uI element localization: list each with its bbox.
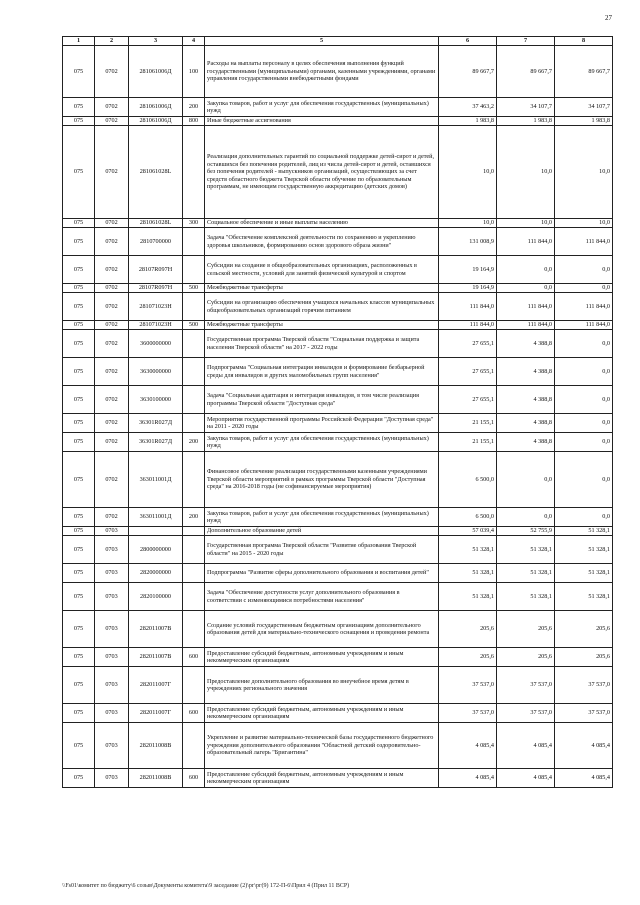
expense-type-cell: 500: [183, 284, 205, 293]
section-code-cell: 0703: [95, 583, 129, 611]
expense-type-cell: [183, 228, 205, 256]
amount-year3-cell: 51 328,1: [555, 536, 613, 564]
description-cell: Межбюджетные трансферты: [205, 284, 439, 293]
admin-code-cell: 075: [63, 321, 95, 330]
admin-code-cell: 075: [63, 564, 95, 583]
amount-year1-cell: 27 655,1: [439, 358, 497, 386]
admin-code-cell: 075: [63, 386, 95, 414]
description-cell: Государственная программа Тверской области "Социальная поддержка и защита населения Тверской области" на 2017 - 2022 годы: [205, 330, 439, 358]
amount-year2-cell: 4 085,4: [497, 723, 555, 769]
table-row: [63, 256, 613, 284]
column-header: 4: [183, 37, 205, 46]
amount-year3-cell: 4 085,4: [555, 723, 613, 769]
target-article-cell: [129, 527, 183, 536]
amount-year1-cell: 51 328,1: [439, 536, 497, 564]
description-cell: Подпрограмма "Социальная интеграция инвалидов и формирование безбарьерной среды для инвалидов и других маломобильных групп населения": [205, 358, 439, 386]
amount-year2-cell: 10,0: [497, 219, 555, 228]
admin-code-cell: 075: [63, 117, 95, 126]
amount-year2-cell: 89 667,7: [497, 46, 555, 98]
section-code-cell: 0702: [95, 452, 129, 508]
amount-year3-cell: 0,0: [555, 452, 613, 508]
table-row: [63, 611, 613, 648]
admin-code-cell: 075: [63, 284, 95, 293]
description-cell: Закупка товаров, работ и услуг для обеспечения государственных (муниципальных) нужд: [205, 433, 439, 452]
section-code-cell: 0702: [95, 219, 129, 228]
expense-type-cell: 600: [183, 704, 205, 723]
section-code-cell: 0702: [95, 293, 129, 321]
table-body: [63, 46, 613, 788]
target-article-cell: 282011007В: [129, 611, 183, 648]
column-header: 6: [439, 37, 497, 46]
expense-type-cell: 600: [183, 769, 205, 788]
table-row: [63, 46, 613, 98]
expense-type-cell: [183, 126, 205, 219]
table-row: [63, 527, 613, 536]
amount-year3-cell: 51 328,1: [555, 583, 613, 611]
table-row: [63, 117, 613, 126]
amount-year2-cell: 4 388,8: [497, 330, 555, 358]
amount-year1-cell: 37 537,0: [439, 667, 497, 704]
amount-year1-cell: 57 039,4: [439, 527, 497, 536]
expense-type-cell: [183, 723, 205, 769]
target-article-cell: 2800000000: [129, 536, 183, 564]
description-cell: Подпрограмма "Развитие сферы дополнительного образования и воспитания детей": [205, 564, 439, 583]
amount-year2-cell: 4 388,8: [497, 386, 555, 414]
table-row: [63, 284, 613, 293]
table-row: [63, 219, 613, 228]
amount-year3-cell: 37 537,0: [555, 667, 613, 704]
amount-year2-cell: 0,0: [497, 284, 555, 293]
description-cell: Задача "Социальная адаптация и интеграция инвалидов, в том числе реализация программы Тверской области "Доступная среда": [205, 386, 439, 414]
amount-year1-cell: 21 155,1: [439, 433, 497, 452]
description-cell: Межбюджетные трансферты: [205, 321, 439, 330]
target-article-cell: 281061006Д: [129, 46, 183, 98]
expense-type-cell: 600: [183, 648, 205, 667]
amount-year1-cell: 19 164,9: [439, 256, 497, 284]
amount-year3-cell: 51 328,1: [555, 564, 613, 583]
description-cell: Государственная программа Тверской области "Развитие образования Тверской области" на 2015 - 2020 годы: [205, 536, 439, 564]
amount-year1-cell: 19 164,9: [439, 284, 497, 293]
amount-year1-cell: 27 655,1: [439, 330, 497, 358]
section-code-cell: 0702: [95, 330, 129, 358]
amount-year1-cell: 37 463,2: [439, 98, 497, 117]
amount-year3-cell: 111 844,0: [555, 321, 613, 330]
expense-type-cell: [183, 452, 205, 508]
table-row: [63, 321, 613, 330]
amount-year3-cell: 0,0: [555, 433, 613, 452]
table-row: [63, 704, 613, 723]
description-cell: Расходы на выплаты персоналу в целях обеспечения выполнения функций государственными (муниципальными) органами, казенными учреждениями, органами управления государственными внебюджетными фондами: [205, 46, 439, 98]
column-header: 1: [63, 37, 95, 46]
admin-code-cell: 075: [63, 330, 95, 358]
amount-year3-cell: 205,6: [555, 611, 613, 648]
expense-type-cell: [183, 256, 205, 284]
table-row: [63, 667, 613, 704]
amount-year3-cell: 111 844,0: [555, 228, 613, 256]
section-code-cell: 0702: [95, 228, 129, 256]
description-cell: Дополнительное образование детей: [205, 527, 439, 536]
target-article-cell: 363011001Д: [129, 452, 183, 508]
amount-year3-cell: 34 107,7: [555, 98, 613, 117]
table-row: [63, 98, 613, 117]
section-code-cell: 0702: [95, 358, 129, 386]
admin-code-cell: 075: [63, 228, 95, 256]
amount-year2-cell: 111 844,0: [497, 321, 555, 330]
admin-code-cell: 075: [63, 704, 95, 723]
admin-code-cell: 075: [63, 219, 95, 228]
amount-year3-cell: 0,0: [555, 358, 613, 386]
amount-year2-cell: 51 328,1: [497, 536, 555, 564]
section-code-cell: 0703: [95, 723, 129, 769]
admin-code-cell: 075: [63, 648, 95, 667]
amount-year2-cell: 10,0: [497, 126, 555, 219]
target-article-cell: 363011001Д: [129, 508, 183, 527]
description-cell: Субсидии на создание в общеобразовательных организациях, расположенных в сельской местности, условий для занятий физической культурой и спортом: [205, 256, 439, 284]
description-cell: Предоставление субсидий бюджетным, автономным учреждениям и иным некоммерческим организациям: [205, 769, 439, 788]
amount-year2-cell: 37 537,0: [497, 667, 555, 704]
section-code-cell: 0702: [95, 508, 129, 527]
target-article-cell: 282011008В: [129, 723, 183, 769]
admin-code-cell: 075: [63, 769, 95, 788]
section-code-cell: 0703: [95, 564, 129, 583]
target-article-cell: 281061006Д: [129, 98, 183, 117]
amount-year2-cell: 4 388,8: [497, 414, 555, 433]
target-article-cell: 2810700000: [129, 228, 183, 256]
amount-year1-cell: 4 085,4: [439, 769, 497, 788]
table-row: [63, 723, 613, 769]
admin-code-cell: 075: [63, 358, 95, 386]
target-article-cell: 281071023H: [129, 321, 183, 330]
section-code-cell: 0702: [95, 256, 129, 284]
amount-year2-cell: 37 537,0: [497, 704, 555, 723]
page-number: 27: [605, 14, 612, 22]
amount-year1-cell: 89 667,7: [439, 46, 497, 98]
amount-year1-cell: 27 655,1: [439, 386, 497, 414]
amount-year3-cell: 205,6: [555, 648, 613, 667]
amount-year3-cell: 89 667,7: [555, 46, 613, 98]
section-code-cell: 0702: [95, 98, 129, 117]
header-row: [63, 37, 613, 46]
section-code-cell: 0702: [95, 321, 129, 330]
section-code-cell: 0702: [95, 117, 129, 126]
table-row: [63, 536, 613, 564]
table-row: [63, 228, 613, 256]
amount-year2-cell: 4 388,8: [497, 358, 555, 386]
column-header: 2: [95, 37, 129, 46]
admin-code-cell: 075: [63, 98, 95, 117]
admin-code-cell: 075: [63, 667, 95, 704]
expense-type-cell: 200: [183, 433, 205, 452]
amount-year2-cell: 205,6: [497, 611, 555, 648]
table-row: [63, 769, 613, 788]
description-cell: Создание условий государственным бюджетным организациям дополнительного образования детей для материально-технического оснащения и проведения ремонта: [205, 611, 439, 648]
admin-code-cell: 075: [63, 46, 95, 98]
amount-year2-cell: 1 983,8: [497, 117, 555, 126]
amount-year3-cell: 0,0: [555, 414, 613, 433]
section-code-cell: 0702: [95, 414, 129, 433]
amount-year1-cell: 51 328,1: [439, 583, 497, 611]
column-header: 5: [205, 37, 439, 46]
description-cell: Задача "Обеспечение доступности услуг дополнительного образования в соответствии с изменяющимися потребностями населения": [205, 583, 439, 611]
table-row: [63, 414, 613, 433]
description-cell: Иные бюджетные ассигнования: [205, 117, 439, 126]
description-cell: Социальное обеспечение и иные выплаты населению: [205, 219, 439, 228]
expense-type-cell: 200: [183, 98, 205, 117]
table-row: [63, 358, 613, 386]
amount-year3-cell: 0,0: [555, 284, 613, 293]
expense-type-cell: [183, 667, 205, 704]
section-code-cell: 0702: [95, 284, 129, 293]
expense-type-cell: 800: [183, 117, 205, 126]
expense-type-cell: [183, 293, 205, 321]
amount-year3-cell: 0,0: [555, 508, 613, 527]
target-article-cell: 282011007Г: [129, 667, 183, 704]
section-code-cell: 0703: [95, 527, 129, 536]
description-cell: Субсидии на организацию обеспечения учащихся начальных классов муниципальных общеобразовательных организаций горячим питанием: [205, 293, 439, 321]
admin-code-cell: 075: [63, 433, 95, 452]
expense-type-cell: 300: [183, 219, 205, 228]
expense-type-cell: [183, 583, 205, 611]
description-cell: Закупка товаров, работ и услуг для обеспечения государственных (муниципальных) нужд: [205, 98, 439, 117]
target-article-cell: 282011007В: [129, 648, 183, 667]
amount-year1-cell: 51 328,1: [439, 564, 497, 583]
expense-type-cell: 500: [183, 321, 205, 330]
amount-year1-cell: 4 085,4: [439, 723, 497, 769]
amount-year2-cell: 4 388,8: [497, 433, 555, 452]
admin-code-cell: 075: [63, 508, 95, 527]
target-article-cell: 36301R027Д: [129, 414, 183, 433]
amount-year2-cell: 205,6: [497, 648, 555, 667]
amount-year1-cell: 10,0: [439, 126, 497, 219]
amount-year2-cell: 111 844,0: [497, 293, 555, 321]
description-cell: Предоставление субсидий бюджетным, автономным учреждениям и иным некоммерческим организациям: [205, 704, 439, 723]
column-header: 7: [497, 37, 555, 46]
amount-year2-cell: 0,0: [497, 508, 555, 527]
section-code-cell: 0703: [95, 667, 129, 704]
amount-year3-cell: 0,0: [555, 256, 613, 284]
expense-type-cell: [183, 527, 205, 536]
expense-type-cell: 100: [183, 46, 205, 98]
amount-year3-cell: 111 844,0: [555, 293, 613, 321]
table-row: [63, 293, 613, 321]
admin-code-cell: 075: [63, 583, 95, 611]
amount-year2-cell: 52 755,9: [497, 527, 555, 536]
description-cell: Укрепление и развитие материально-технической базы государственного бюджетного учреждения дополнительного образования "Областной детский оздоровительно-образовательный лагерь "Бригантина": [205, 723, 439, 769]
target-article-cell: 281071023H: [129, 293, 183, 321]
amount-year1-cell: 10,0: [439, 219, 497, 228]
target-article-cell: 281061028L: [129, 126, 183, 219]
amount-year3-cell: 51 328,1: [555, 527, 613, 536]
target-article-cell: 3630100000: [129, 386, 183, 414]
description-cell: Реализация дополнительных гарантий по социальной поддержке детей-сирот и детей, оставшихся без попечения родителей, лиц из числа детей-сирот и детей, оставшихся без попечения родителей - выпускников организаций, осуществляющих за счет средств областного бюджета Тверской области обучение по образовательным программам, не имеющим государственную аккредитацию (детских домов): [205, 126, 439, 219]
table-row: [63, 508, 613, 527]
expense-type-cell: [183, 536, 205, 564]
description-cell: Предоставление субсидий бюджетным, автономным учреждениям и иным некоммерческим организациям: [205, 648, 439, 667]
table-row: [63, 126, 613, 219]
amount-year3-cell: 10,0: [555, 219, 613, 228]
description-cell: Мероприятия государственной программы Российской Федерации "Доступная среда" на 2011 - 2020 годы: [205, 414, 439, 433]
target-article-cell: 281061006Д: [129, 117, 183, 126]
admin-code-cell: 075: [63, 452, 95, 508]
expense-type-cell: [183, 386, 205, 414]
column-header: 8: [555, 37, 613, 46]
amount-year1-cell: 6 500,0: [439, 508, 497, 527]
column-header: 3: [129, 37, 183, 46]
expense-type-cell: [183, 330, 205, 358]
table-row: [63, 648, 613, 667]
table-row: [63, 564, 613, 583]
amount-year3-cell: 4 085,4: [555, 769, 613, 788]
table-row: [63, 386, 613, 414]
budget-table: [62, 36, 613, 788]
expense-type-cell: [183, 564, 205, 583]
amount-year3-cell: 0,0: [555, 386, 613, 414]
expense-type-cell: 200: [183, 508, 205, 527]
amount-year3-cell: 1 983,8: [555, 117, 613, 126]
amount-year2-cell: 34 107,7: [497, 98, 555, 117]
section-code-cell: 0702: [95, 433, 129, 452]
target-article-cell: 281061028L: [129, 219, 183, 228]
amount-year3-cell: 0,0: [555, 330, 613, 358]
target-article-cell: 36301R027Д: [129, 433, 183, 452]
amount-year3-cell: 10,0: [555, 126, 613, 219]
section-code-cell: 0702: [95, 386, 129, 414]
table-row: [63, 330, 613, 358]
amount-year1-cell: 131 008,9: [439, 228, 497, 256]
target-article-cell: 3630000000: [129, 358, 183, 386]
admin-code-cell: 075: [63, 414, 95, 433]
admin-code-cell: 075: [63, 723, 95, 769]
table-row: [63, 583, 613, 611]
amount-year1-cell: 37 537,0: [439, 704, 497, 723]
admin-code-cell: 075: [63, 126, 95, 219]
target-article-cell: 28107R097H: [129, 284, 183, 293]
admin-code-cell: 075: [63, 536, 95, 564]
target-article-cell: 2820000000: [129, 564, 183, 583]
section-code-cell: 0702: [95, 126, 129, 219]
expense-type-cell: [183, 611, 205, 648]
amount-year1-cell: 1 983,8: [439, 117, 497, 126]
amount-year3-cell: 37 537,0: [555, 704, 613, 723]
target-article-cell: 3600000000: [129, 330, 183, 358]
section-code-cell: 0703: [95, 611, 129, 648]
file-path-footer: \\Fs01\комитет по бюджету\6 созыв\Документы комитета\9 заседание (2)\рг\рг(9) 172-П-6\Прил 4 (Прил 11 ВСР): [62, 883, 350, 889]
section-code-cell: 0703: [95, 769, 129, 788]
section-code-cell: 0703: [95, 704, 129, 723]
target-article-cell: 28107R097H: [129, 256, 183, 284]
amount-year2-cell: 4 085,4: [497, 769, 555, 788]
admin-code-cell: 075: [63, 256, 95, 284]
target-article-cell: 2820100000: [129, 583, 183, 611]
table-row: [63, 433, 613, 452]
amount-year2-cell: 51 328,1: [497, 583, 555, 611]
amount-year1-cell: 205,6: [439, 648, 497, 667]
amount-year1-cell: 111 844,0: [439, 293, 497, 321]
amount-year2-cell: 0,0: [497, 256, 555, 284]
admin-code-cell: 075: [63, 293, 95, 321]
target-article-cell: 282011007Г: [129, 704, 183, 723]
target-article-cell: 282011008В: [129, 769, 183, 788]
amount-year1-cell: 21 155,1: [439, 414, 497, 433]
section-code-cell: 0703: [95, 536, 129, 564]
expense-type-cell: [183, 414, 205, 433]
section-code-cell: 0703: [95, 648, 129, 667]
amount-year1-cell: 205,6: [439, 611, 497, 648]
amount-year1-cell: 111 844,0: [439, 321, 497, 330]
description-cell: Задача "Обеспечение комплексной деятельности по сохранению и укреплению здоровья школьников, формированию основ здорового образа жизни": [205, 228, 439, 256]
section-code-cell: 0702: [95, 46, 129, 98]
amount-year2-cell: 111 844,0: [497, 228, 555, 256]
description-cell: Финансовое обеспечение реализации государственными казенными учреждениями Тверской области мероприятий в рамках программы Тверской области "Доступная среда" на 2016-2018 годы (не софинансируемые мероприятия): [205, 452, 439, 508]
amount-year2-cell: 51 328,1: [497, 564, 555, 583]
description-cell: Предоставление дополнительного образования во внеучебное время детям в учреждениях регионального значения: [205, 667, 439, 704]
admin-code-cell: 075: [63, 527, 95, 536]
admin-code-cell: 075: [63, 611, 95, 648]
table-row: [63, 452, 613, 508]
amount-year1-cell: 6 500,0: [439, 452, 497, 508]
amount-year2-cell: 0,0: [497, 452, 555, 508]
expense-type-cell: [183, 358, 205, 386]
description-cell: Закупка товаров, работ и услуг для обеспечения государственных (муниципальных) нужд: [205, 508, 439, 527]
